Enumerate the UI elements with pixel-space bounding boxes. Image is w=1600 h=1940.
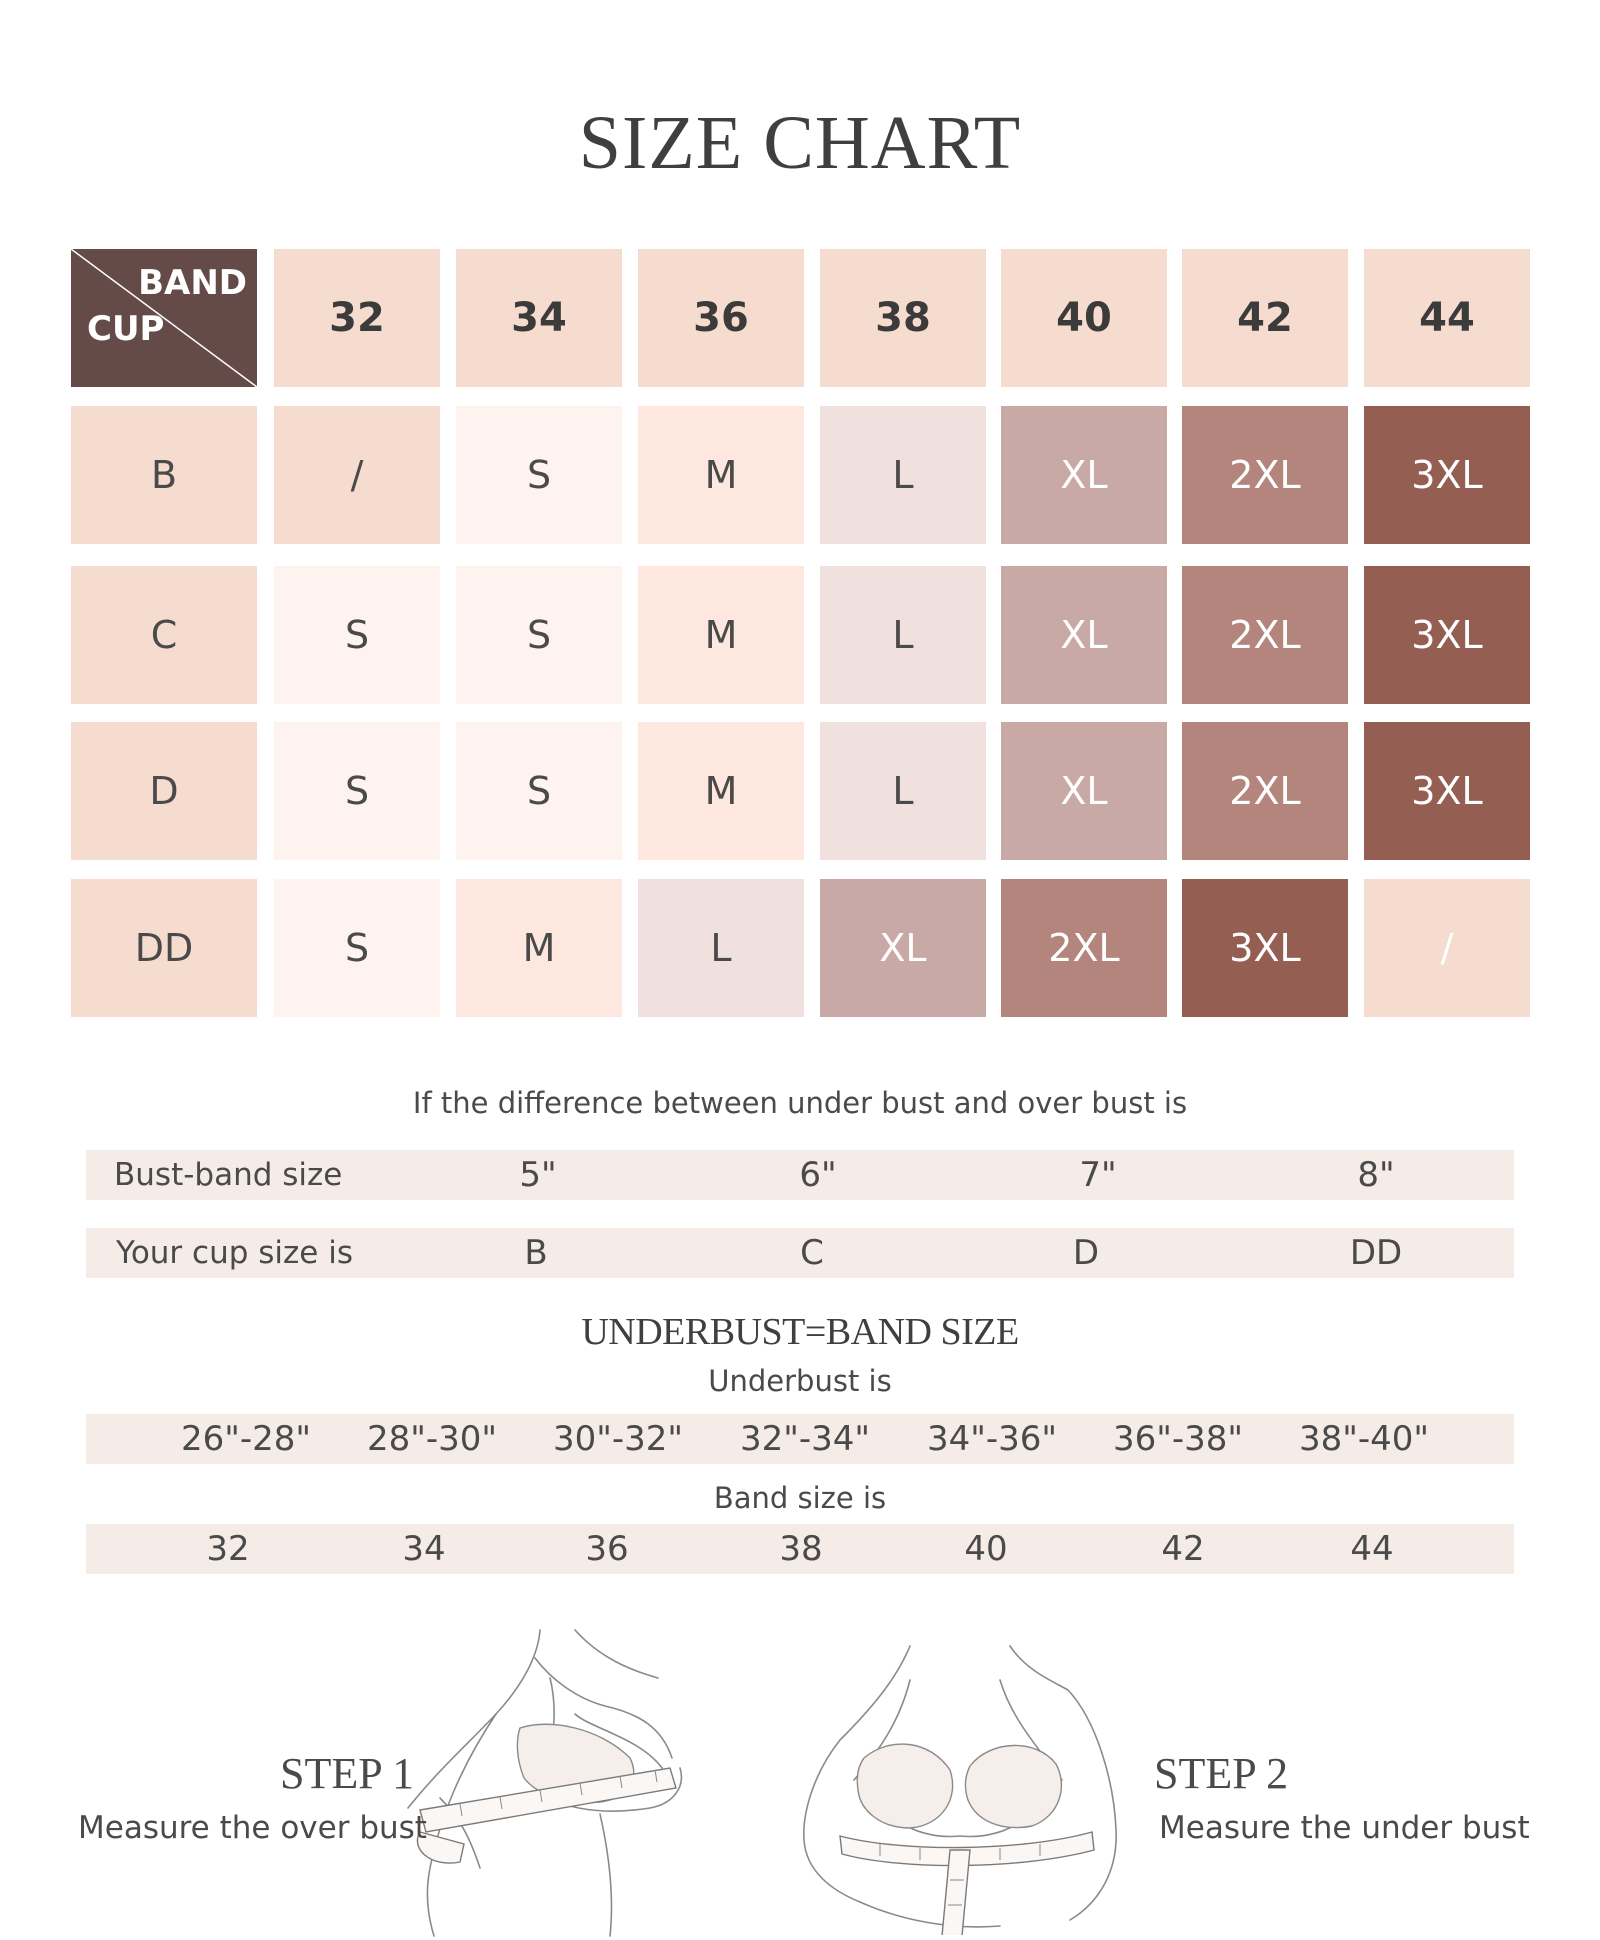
band-size-value: 32 (206, 1529, 250, 1569)
size-cell: M (456, 879, 622, 1017)
band-size-row (86, 1524, 1514, 1574)
size-cell: L (820, 566, 986, 704)
cup-size-value: D (1072, 1233, 1100, 1273)
underbust-value: 26"-28" (180, 1419, 312, 1459)
underbust-value: 28"-30" (366, 1419, 498, 1459)
size-cell: 2XL (1182, 406, 1348, 544)
size-cell: XL (1001, 566, 1167, 704)
band-header-cell: 44 (1364, 249, 1530, 387)
size-cell: 3XL (1364, 566, 1530, 704)
cup-header-cell: B (71, 406, 257, 544)
cup-header-cell: D (71, 722, 257, 860)
underbust-value: 30"-32" (552, 1419, 684, 1459)
band-size-value: 36 (585, 1529, 629, 1569)
band-size-label: Band size is (713, 1481, 887, 1515)
size-cell: 2XL (1182, 722, 1348, 860)
size-cell: / (274, 406, 440, 544)
size-cell: L (638, 879, 804, 1017)
size-cell: S (456, 722, 622, 860)
size-cell: XL (1001, 406, 1167, 544)
size-cell: L (820, 406, 986, 544)
band-size-value: 38 (779, 1529, 823, 1569)
size-cell: 2XL (1182, 566, 1348, 704)
band-size-value: 40 (964, 1529, 1008, 1569)
size-cell: L (820, 722, 986, 860)
cup-header-label: CUP (87, 309, 165, 349)
underbust-value: 36"-38" (1112, 1419, 1244, 1459)
band-header-cell: 40 (1001, 249, 1167, 387)
bust-band-value: 5" (519, 1155, 557, 1195)
table-corner-cell (71, 249, 257, 387)
band-size-value: 44 (1350, 1529, 1394, 1569)
band-guide-heading: UNDERBUST=BAND SIZE (581, 1311, 1019, 1353)
bust-band-label: Bust-band size (114, 1157, 343, 1193)
step1-title: STEP 1 (280, 1749, 415, 1798)
underbust-value: 34"-36" (926, 1419, 1058, 1459)
band-header-cell: 38 (820, 249, 986, 387)
cup-header-cell: DD (71, 879, 257, 1017)
cup-size-value: B (524, 1233, 548, 1273)
step2-illustration (800, 1640, 1120, 1935)
step1-illustration (400, 1618, 730, 1938)
size-cell: S (456, 406, 622, 544)
size-cell: S (274, 879, 440, 1017)
band-header-cell: 32 (274, 249, 440, 387)
band-header-label: BAND (138, 263, 247, 303)
size-cell: M (638, 566, 804, 704)
size-cell: 2XL (1001, 879, 1167, 1017)
cup-size-row (86, 1228, 1514, 1278)
band-header-cell: 34 (456, 249, 622, 387)
size-cell: M (638, 406, 804, 544)
size-cell: S (274, 566, 440, 704)
underbust-value: 38"-40" (1298, 1419, 1430, 1459)
step2-title: STEP 2 (1154, 1749, 1289, 1798)
cup-header-cell: C (71, 566, 257, 704)
bust-band-row (86, 1150, 1514, 1200)
band-size-value: 42 (1161, 1529, 1205, 1569)
size-cell: / (1364, 879, 1530, 1017)
size-cell: 3XL (1364, 406, 1530, 544)
size-cell: XL (820, 879, 986, 1017)
size-cell: 3XL (1364, 722, 1530, 860)
size-cell: S (274, 722, 440, 860)
band-header-cell: 36 (638, 249, 804, 387)
size-cell: 3XL (1182, 879, 1348, 1017)
step1-text: Measure the over bust (78, 1810, 427, 1846)
size-cell: XL (1001, 722, 1167, 860)
bust-band-value: 6" (799, 1155, 837, 1195)
bust-band-value: 7" (1079, 1155, 1117, 1195)
bust-band-value: 8" (1357, 1155, 1395, 1195)
band-size-value: 34 (402, 1529, 446, 1569)
size-cell: S (456, 566, 622, 704)
underbust-label: Underbust is (708, 1364, 892, 1398)
page-title: SIZE CHART (578, 101, 1022, 185)
size-cell: M (638, 722, 804, 860)
step2-text: Measure the under bust (1159, 1810, 1530, 1846)
cup-size-label: Your cup size is (116, 1235, 353, 1271)
cup-size-value: C (800, 1233, 824, 1273)
underbust-value: 32"-34" (739, 1419, 871, 1459)
band-header-cell: 42 (1182, 249, 1348, 387)
cup-guide-intro: If the difference between under bust and over bust is (412, 1086, 1188, 1120)
cup-size-value: DD (1349, 1233, 1403, 1273)
underbust-row (86, 1414, 1514, 1464)
